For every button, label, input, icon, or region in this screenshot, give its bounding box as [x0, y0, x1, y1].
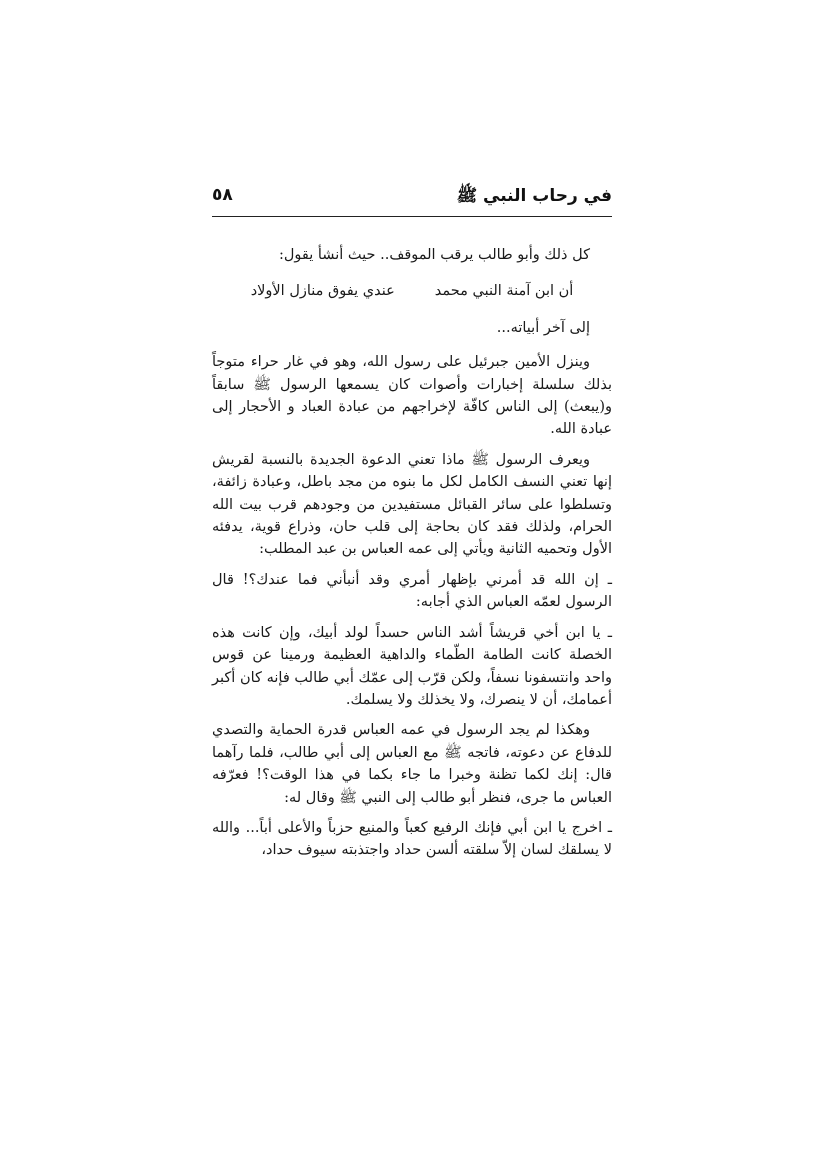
paragraph-quraysh: ويعرف الرسول ﷺ ماذا تعني الدعوة الجديدة بالنسبة لقريش إنها تعني النسف الكامل لكل ما بنوه من مجد باطل، وعبادة زائفة، وتسلطوا على سائر القبائل مستفيدين من وجودهم قرب بيت الله الحرام، ولذلك فقد كان بحاجة إلى قلب حان، وذراع قوية، يدفئه الأول وتحميه الثانية ويأتي إلى عمه العباس بن عبد المطلب:: [212, 451, 612, 558]
verse-second-hemistich: عندي يفوق منازل الأولاد: [250, 283, 395, 300]
running-title: في رحاب النبي ﷺ: [456, 186, 612, 206]
paragraph-abu-talib: وهكذا لم يجد الرسول في عمه العباس قدرة الحماية والتصدي للدفاع عن دعوته، فاتجه ﷺ مع العباس إلى أبي طالب، فلما رآهما قال: إنك لكما تظنة وخبرا ما جاء بكما في هذا الوقت؟! فعرّفه العباس ما جرى، فنظر أبو طالب إلى النبي ﷺ وقال له:: [212, 722, 612, 806]
paragraph-abu-talib-speech: ـ اخرج يا ابن أبي فإنك الرفيع كعباً والمنيع حزباً والأعلى أباً... والله لا يسلقك لسان إلاّ سلقته ألسن حداد واجتذبته سيوف حداد،: [212, 819, 612, 859]
paragraph-revelation: وينزل الأمين جبرئيل على رسول الله، وهو في غار حراء متوجاً بذلك سلسلة إخبارات وأصوات كان يسمعها الرسول ﷺ سابقاً و(يبعث) إلى الناس كافّة لإخراجهم من عبادة العباد و الأحجار إلى عبادة الله.: [212, 354, 612, 438]
verse-tail: إلى آخر أبياته...: [496, 319, 590, 336]
verse-first-hemistich: أن ابن آمنة النبي محمد: [434, 283, 574, 300]
intro-line: كل ذلك وأبو طالب يرقب الموقف.. حيث أنشأ يقول:: [279, 247, 590, 263]
header-divider: [212, 216, 612, 217]
running-header: [212, 183, 612, 213]
paragraph-command: ـ إن الله قد أمرني بإظهار أمري وقد أنبأني فما عندك؟! قال الرسول لعمّه العباس الذي أجابه:: [212, 571, 612, 611]
page-number: ٥٨: [212, 185, 233, 205]
body-text: [212, 244, 612, 868]
paragraph-abbas-reply: ـ يا ابن أخي قريشاً أشد الناس حسداً لولد أبيك، وإن كانت هذه الخصلة كانت الطامة الطّماء والداهية العظيمة ورمينا عن قوس واحد وانتسفونا نسفاً، ولكن قرّب إلى عمّك أبي طالب فإنه كان أكبر أعمامك، أن لا ينصرك، ولا يخذلك ولا يسلمك.: [212, 624, 612, 708]
poem-verse: [212, 280, 612, 302]
